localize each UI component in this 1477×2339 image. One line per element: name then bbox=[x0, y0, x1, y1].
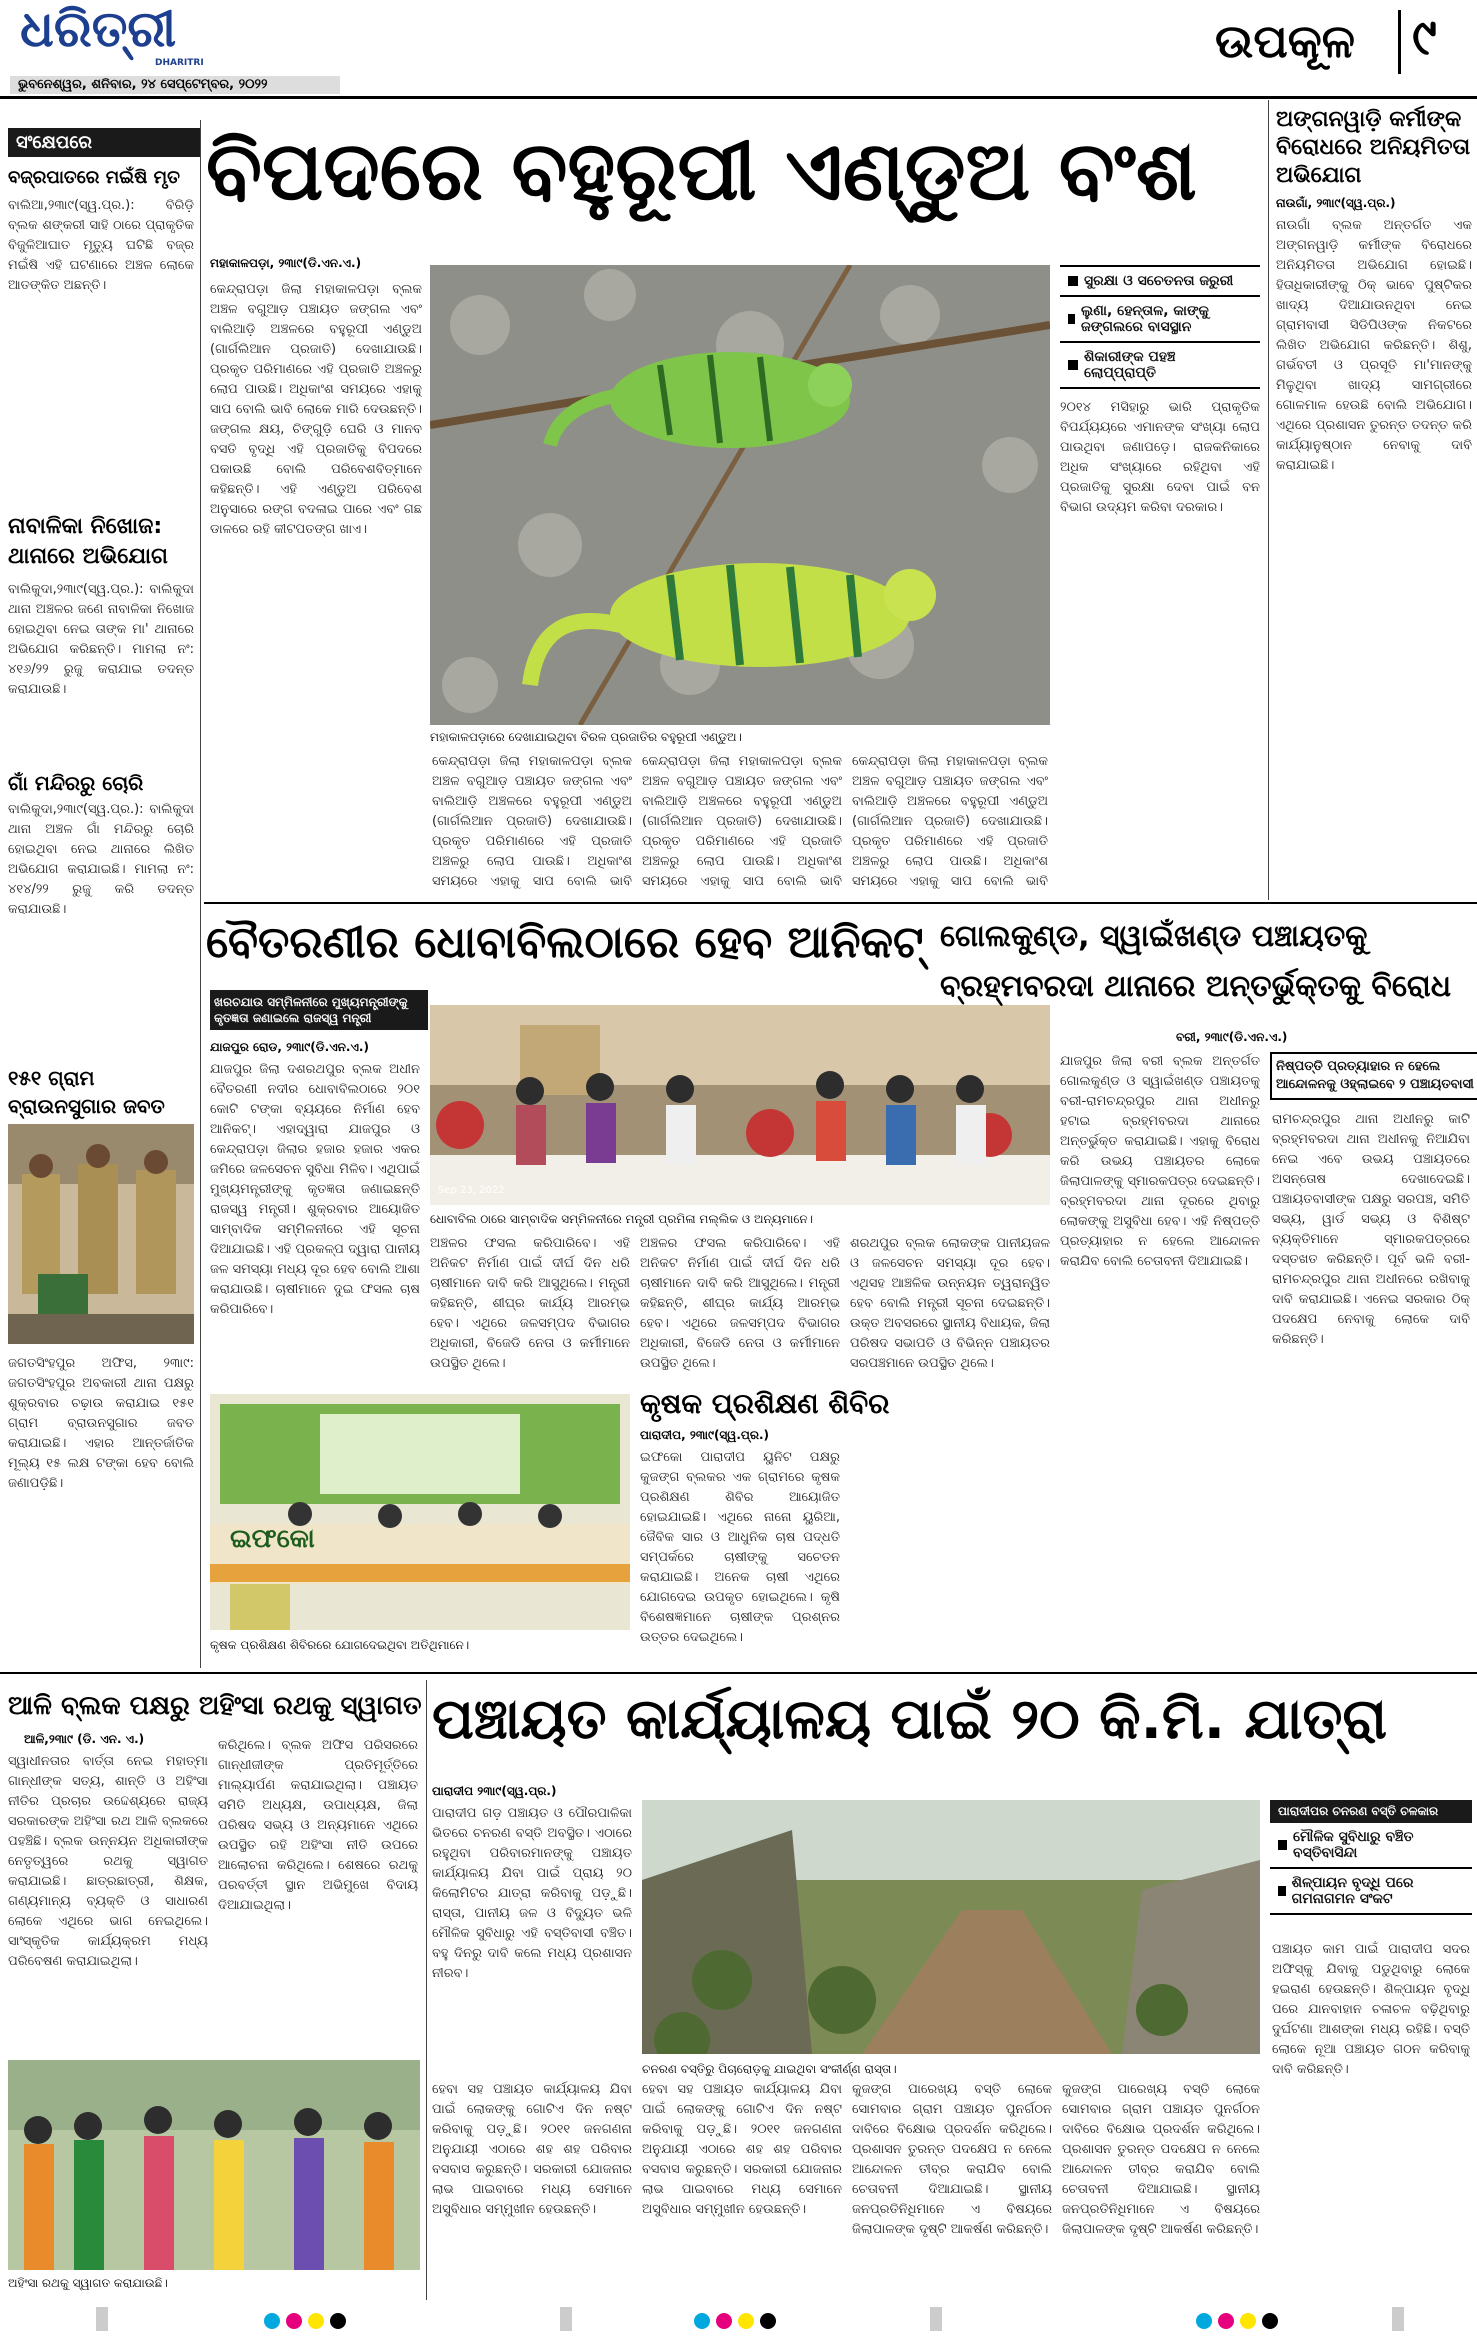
panchayat-sidebar bbox=[1270, 1800, 1472, 1915]
magenta-dot bbox=[286, 2313, 302, 2329]
iffco-banner-text: ଇଫକୋ bbox=[230, 1524, 315, 1554]
bottom-left-divider bbox=[426, 1680, 427, 2300]
story-three-body: ଯାଜପୁର ଜିଲା ବରୀ ବ୍ଲକ ଅନ୍ତର୍ଗତ ଗୋଲକୁଣ୍ଡ ଓ ସ୍ୱାଇଁଖଣ୍ଡ ପଞ୍ଚାୟତକୁ ବରୀ-ରାମଚନ୍ଦ୍ରପୁର ଥାନା ଅଧୀନରୁ ହଟାଇ ବ୍ରହ୍ମବରଦା ଥାନାରେ ଅନ୍ତର୍ଭୁକ୍ତ କରାଯାଇଛି। ଏହାକୁ ବିରୋଧ କରି ଉଭୟ ପଞ୍ଚାୟତର ଲୋକେ ଜିଲାପାଳଙ୍କୁ ସ୍ମାରକପତ୍ର ଦେଇଛନ୍ତି। ବ୍ରହ୍ମବରଦା ଥାନା ଦୂରରେ ଥିବାରୁ ଲୋକଙ୍କୁ ଅସୁବିଧା ହେବ। ଏହି ନିଷ୍ପତ୍ତି ପ୍ରତ୍ୟାହାର ନ ହେଲେ ଆନ୍ଦୋଳନ କରାଯିବ ବୋଲି ଚେତାବନୀ ଦିଆଯାଇଛି। bbox=[1060, 1054, 1260, 1269]
story-three-tag: ନିଷ୍ପତ୍ତି ପ୍ରତ୍ୟାହାର ନ ହେଲେ ଆନ୍ଦୋଳନକୁ ଓହ୍ଲାଇବେ ୨ ପଞ୍ଚାୟତବାସୀ bbox=[1270, 1052, 1477, 1100]
panchayat-photo-caption: ଚନରଣ ବସ୍ତିରୁ ପିଚାରୋଡ଼କୁ ଯାଇଥିବା ସଂକୀର୍ଣ୍ଣ ରାସ୍ତା। bbox=[642, 2062, 897, 2076]
panchayat-headline: ପଞ୍ଚାୟତ କାର୍ଯ୍ୟାଳୟ ପାଇଁ ୨୦ କି.ମି. ଯାତ୍ରା bbox=[432, 1687, 1387, 1752]
panchayat-body-col5: କୁଜଙ୍ଗ ପାରେଖ୍ୟ ବସ୍ତି ଲୋକେ ସୋମବାର ଗ୍ରାମ ପଞ୍ଚାୟତ ପୁନର୍ଗଠନ ଦାବିରେ ବିକ୍ଷୋଭ ପ୍ରଦର୍ଶନ କରିଥିଲେ। ପ୍ରଶାସନ ତୁରନ୍ତ ପଦକ୍ଷେପ ନ ନେଲେ ଆନ୍ଦୋଳନ ତୀବ୍ର କରାଯିବ ବୋଲି ଚେତାବନୀ ଦିଆଯାଇଛି। ସ୍ଥାନୀୟ ଜନପ୍ରତିନିଧିମାନେ ଏ ବିଷୟରେ ଜିଲାପାଳଙ୍କ ଦୃଷ୍ଟି ଆକର୍ଷଣ କରିଛନ୍ତି। bbox=[1062, 2082, 1260, 2237]
masthead bbox=[0, 0, 1477, 98]
lead-sidebar-item: ଲୁଣା, ହେନ୍ତାଳ, କାଙ୍କୁ ଜଙ୍ଗଲରେ ବାସସ୍ଥାନ bbox=[1060, 297, 1260, 343]
training-camp-photo bbox=[210, 1394, 630, 1630]
lead-photo-caption: ମହାକାଳପଡ଼ାରେ ଦେଖାଯାଇଥିବା ବିରଳ ପ୍ରଜାତିର ବହୁରୂପୀ ଏଣ୍ଡୁଅ। bbox=[430, 730, 742, 744]
press-meet-photo bbox=[430, 1005, 1050, 1205]
training-headline: କୃଷକ ପ୍ରଶିକ୍ଷଣ ଶିବିର bbox=[640, 1387, 890, 1420]
brief-3-body: ବାଲିକୁଦା,୨୩ା୯(ସ୍ୱ.ପ୍ର.): ବାଲିକୁଦା ଥାନା ଅଞ୍ଚଳ ଗାଁ ମନ୍ଦିରରୁ ଚୋରି ହୋଇଥିବା ନେଇ ଥାନାରେ ଲିଖିତ ଅଭିଯୋଗ କରାଯାଇଛି। ମାମଲା ନଂ: ୪୧୪/୨୨ ରୁଜୁ କରି ତଦନ୍ତ କରାଯାଉଛି। bbox=[8, 802, 194, 917]
rath-photo-caption: ଅହିଂସା ରଥକୁ ସ୍ୱାଗତ କରାଯାଉଛି। bbox=[8, 2276, 168, 2290]
rath-headline: ଆଳି ବ୍ଲକ ପକ୍ଷରୁ ଅହିଂସା ରଥକୁ ସ୍ୱାଗତ bbox=[8, 1691, 422, 1721]
panchayat-dateline: ପାରାଦୀପ ୨୩ା୯(ସ୍ୱ.ପ୍ର.) bbox=[432, 1784, 557, 1798]
middle-bottom-rule bbox=[0, 1672, 1477, 1674]
lead-body-col3: କେନ୍ଦ୍ରାପଡ଼ା ଜିଲା ମହାକାଳପଡ଼ା ବ୍ଲକ ଅଞ୍ଚଳ ବଗୁଆଡ଼ ପଞ୍ଚାୟତ ଜଙ୍ଗଲ ଏବଂ ବାଲିଆଡ଼ି ଅଞ୍ଚଳରେ ବହୁରୂପୀ ଏଣ୍ଡୁଅ (ଗାର୍ଗଲିଆନ ପ୍ରଜାତି) ଦେଖାଯାଉଛି। ପ୍ରକୃତ ପରିମାଣରେ ଏହି ପ୍ରଜାତି ଅଞ୍ଚଳରୁ ଲୋପ ପାଉଛି। ଅଧିକାଂଶ ସମୟରେ ଏହାକୁ ସାପ ବୋଲି ଭାବି bbox=[642, 754, 842, 889]
photo-date-stamp: Sep 23, 2022 bbox=[438, 1185, 505, 1196]
story-two-body-col1: ଯାଜପୁର ଜିଲା ଦଶରଥପୁର ବ୍ଲକ ଅଧୀନ ବୈତରଣୀ ନଦୀର ଧୋବାବିଲଠାରେ ୨୦୧ କୋଟି ଟଙ୍କା ବ୍ୟୟରେ ନିର୍ମାଣ ହେବ ଆନିକଟ୍‌। ଏହାଦ୍ୱାରା ଯାଜପୁର ଓ କେନ୍ଦ୍ରାପଡ଼ା ଜିଲାର ହଜାର ହଜାର ଏକର ଜମିରେ ଜଳସେଚନ ସୁବିଧା ମିଳିବ। ଏଥିପାଇଁ ମୁଖ୍ୟମନ୍ତ୍ରୀଙ୍କୁ କୃତଜ୍ଞତା ଜଣାଇଛନ୍ତି ରାଜସ୍ୱ ମନ୍ତ୍ରୀ। ଶୁକ୍ରବାର ଆୟୋଜିତ ସାମ୍ବାଦିକ ସମ୍ମିଳନୀରେ ଏହି ସୂଚନା ଦିଆଯାଇଛି। ଏହି ପ୍ରକଳ୍ପ ଦ୍ୱାରା ପାନୀୟ ଜଳ ସମସ୍ୟା ମଧ୍ୟ ଦୂର ହେବ ବୋଲି ଆଶା କରାଯାଉଛି। ଚାଷୀମାନେ ଦୁଇ ଫସଲ ଚାଷ କରିପାରିବେ। bbox=[210, 1062, 420, 1317]
magenta-dot bbox=[1218, 2313, 1234, 2329]
masthead-rule bbox=[0, 96, 1477, 99]
lead-body-col4: କେନ୍ଦ୍ରାପଡ଼ା ଜିଲା ମହାକାଳପଡ଼ା ବ୍ଲକ ଅଞ୍ଚଳ ବଗୁଆଡ଼ ପଞ୍ଚାୟତ ଜଙ୍ଗଲ ଏବଂ ବାଲିଆଡ଼ି ଅଞ୍ଚଳରେ ବହୁରୂପୀ ଏଣ୍ଡୁଅ (ଗାର୍ଗଲିଆନ ପ୍ରଜାତି) ଦେଖାଯାଉଛି। ପ୍ରକୃତ ପରିମାଣରେ ଏହି ପ୍ରଜାତି ଅଞ୍ଚଳରୁ ଲୋପ ପାଉଛି। ଅଧିକାଂଶ ସମୟରେ ଏହାକୁ ସାପ ବୋଲି ଭାବି bbox=[852, 754, 1048, 889]
bullet-icon bbox=[1278, 1840, 1287, 1850]
panchayat-body-col4: କୁଜଙ୍ଗ ପାରେଖ୍ୟ ବସ୍ତି ଲୋକେ ସୋମବାର ଗ୍ରାମ ପଞ୍ଚାୟତ ପୁନର୍ଗଠନ ଦାବିରେ ବିକ୍ଷୋଭ ପ୍ରଦର୍ଶନ କରିଥିଲେ। ପ୍ରଶାସନ ତୁରନ୍ତ ପଦକ୍ଷେପ ନ ନେଲେ ଆନ୍ଦୋଳନ ତୀବ୍ର କରାଯିବ ବୋଲି ଚେତାବନୀ ଦିଆଯାଇଛି। ସ୍ଥାନୀୟ ଜନପ୍ରତିନିଧିମାନେ ଏ ବିଷୟରେ ଜିଲାପାଳଙ୍କ ଦୃଷ୍ଟି ଆକର୍ଷଣ କରିଛନ୍ତି। bbox=[852, 2082, 1052, 2237]
rath-body-col1: ସ୍ୱାଧୀନତାର ବାର୍ତ୍ତା ନେଇ ମହାତ୍ମା ଗାନ୍ଧୀଙ୍କ ସତ୍ୟ, ଶାନ୍ତି ଓ ଅହିଂସା ନୀତିର ପ୍ରଚାର ଉଦ୍ଦେଶ୍ୟରେ ରାଜ୍ୟ ସରକାରଙ୍କ ଅହିଂସା ରଥ ଆଳି ବ୍ଲକରେ ପହଞ୍ଚିଛି। ବ୍ଲକ ଉନ୍ନୟନ ଅଧିକାରୀଙ୍କ ନେତୃତ୍ୱରେ ରଥକୁ ସ୍ୱାଗତ କରାଯାଇଛି। ଛାତ୍ରଛାତ୍ରୀ, ଶିକ୍ଷକ, ଗଣ୍ୟମାନ୍ୟ ବ୍ୟକ୍ତି ଓ ସାଧାରଣ ଲୋକେ ଏଥିରେ ଭାଗ ନେଇଥିଲେ। ସାଂସ୍କୃତିକ କାର୍ଯ୍ୟକ୍ରମ ମଧ୍ୟ ପରିବେଷଣ କରାଯାଇଥିଲା। bbox=[8, 1754, 208, 1969]
right-top-headline: ଅଙ୍ଗନୱାଡ଼ି କର୍ମୀଙ୍କ ବିରୋଧରେ ଅନିୟମିତତା ଅଭିଯୋଗ bbox=[1276, 107, 1471, 188]
story-three-body-col2: ରାମଚନ୍ଦ୍ରପୁର ଥାନା ଅଧୀନରୁ କାଟି ବ୍ରହ୍ମବରଦା ଥାନା ଅଧୀନକୁ ନିଆଯିବା ନେଇ ଏବେ ଉଭୟ ପଞ୍ଚାୟତରେ ଅସନ୍ତୋଷ ଦେଖାଦେଇଛି। ପଞ୍ଚାୟତବାସୀଙ୍କ ପକ୍ଷରୁ ସରପଞ୍ଚ, ସମିତି ସଭ୍ୟ, ୱାର୍ଡ ସଭ୍ୟ ଓ ବିଶିଷ୍ଟ ବ୍ୟକ୍ତିମାନେ ସ୍ମାରକପତ୍ରରେ ଦସ୍ତଖତ କରିଛନ୍ତି। ପୂର୍ବ ଭଳି ବରୀ-ରାମଚନ୍ଦ୍ରପୁର ଥାନା ଅଧୀନରେ ରଖିବାକୁ ଦାବି କରାଯାଇଛି। ଏନେଇ ସରକାର ଠିକ୍‌ ପଦକ୍ଷେପ ନେବାକୁ ଲୋକେ ଦାବି କରିଛନ୍ତି। bbox=[1272, 1112, 1470, 1347]
brief-2-headline: ନାବାଳିକା ନିଖୋଜ: ଥାନାରେ ଅଭିଯୋଗ bbox=[8, 514, 168, 569]
black-dot bbox=[1262, 2313, 1278, 2329]
panchayat-body-col2: ହେବା ସହ ପଞ୍ଚାୟତ କାର୍ଯ୍ୟାଳୟ ଯିବା ପାଇଁ ଲୋକଙ୍କୁ ଗୋଟିଏ ଦିନ ନଷ୍ଟ କରିବାକୁ ପଡ଼ୁଛି। ୨୦୧୧ ଜନଗଣନା ଅନୁଯାୟୀ ଏଠାରେ ଶହ ଶହ ପରିବାର ବସବାସ କରୁଛନ୍ତି। ସରକାରୀ ଯୋଜନାର ଲାଭ ପାଇବାରେ ମଧ୍ୟ ସେମାନେ ଅସୁବିଧାର ସମ୍ମୁଖୀନ ହେଉଛନ୍ତି। bbox=[432, 2082, 632, 2217]
magenta-dot bbox=[716, 2313, 732, 2329]
cyan-dot bbox=[264, 2313, 280, 2329]
story-two-dateline: ଯାଜପୁର ରୋଡ, ୨୩ା୯(ଡି.ଏନ.ଏ.) bbox=[210, 1040, 369, 1054]
rath-welcome-photo bbox=[8, 2060, 420, 2270]
story-two-photo-caption: ଧୋବାବିଲ ଠାରେ ସାମ୍ବାଦିକ ସମ୍ମିଳନୀରେ ମନ୍ତ୍ରୀ ପ୍ରମିଳା ମଲ୍ଲିକ ଓ ଅନ୍ୟମାନେ। bbox=[430, 1212, 814, 1226]
panchayat-body-col1: ପାରାଦୀପ ଗଡ଼ ପଞ୍ଚାୟତ ଓ ପୌରପାଳିକା ଭିତରେ ଚନରଣ ବସ୍ତି ଅବସ୍ଥିତ। ଏଠାରେ ରହୁଥିବା ପରିବାରମାନଙ୍କୁ ପଞ୍ଚାୟତ କାର୍ଯ୍ୟାଳୟ ଯିବା ପାଇଁ ପ୍ରାୟ ୨୦ କିଲୋମିଟର ଯାତ୍ରା କରିବାକୁ ପଡ଼ୁଛି। ରାସ୍ତା, ପାନୀୟ ଜଳ ଓ ବିଦ୍ୟୁତ ଭଳି ମୌଳିକ ସୁବିଧାରୁ ଏହି ବସ୍ତିବାସୀ ବଞ୍ଚିତ। ବହୁ ଦିନରୁ ଦାବି କଲେ ମଧ୍ୟ ପ୍ରଶାସନ ନୀରବ। bbox=[432, 1806, 632, 1981]
bullet-icon bbox=[1068, 314, 1075, 324]
cmyk-marks-center bbox=[694, 2313, 776, 2329]
training-body: ଇଫକୋ ପାରାଦୀପ ୟୁନିଟ ପକ୍ଷରୁ କୁଜଙ୍ଗ ବ୍ଲକର ଏକ ଗ୍ରାମରେ କୃଷକ ପ୍ରଶିକ୍ଷଣ ଶିବିର ଆୟୋଜିତ ହୋଇଯାଇଛି। ଏଥିରେ ନାନୋ ୟୁରିଆ, ଜୈବିକ ସାର ଓ ଆଧୁନିକ ଚାଷ ପଦ୍ଧତି ସମ୍ପର୍କରେ ଚାଷୀଙ୍କୁ ସଚେତନ କରାଯାଇଛି। ଅନେକ ଚାଷୀ ଏଥିରେ ଯୋଗଦେଇ ଉପକୃତ ହୋଇଥିଲେ। କୃଷି ବିଶେଷଜ୍ଞମାନେ ଚାଷୀଙ୍କ ପ୍ରଶ୍ନର ଉତ୍ତର ଦେଇଥିଲେ। bbox=[640, 1450, 840, 1645]
story-two-body-col2: ଅଞ୍ଚଳର ଫସଲ କରିପାରିବେ। ଏହି ଅନିକଟ ନିର୍ମାଣ ପାଇଁ ଦୀର୍ଘ ଦିନ ଧରି ଚାଷୀମାନେ ଦାବି କରି ଆସୁଥିଲେ। ମନ୍ତ୍ରୀ କହିଛନ୍ତି, ଶୀଘ୍ର କାର୍ଯ୍ୟ ଆରମ୍ଭ ହେବ। ଏଥିରେ ଜଳସମ୍ପଦ ବିଭାଗର ଅଧିକାରୀ, ବିଜେଡି ନେତା ଓ କର୍ମୀମାନେ ଉପସ୍ଥିତ ଥିଲେ। bbox=[430, 1236, 630, 1371]
black-dot bbox=[760, 2313, 776, 2329]
bullet-icon bbox=[1068, 360, 1078, 370]
bullet-icon bbox=[1068, 276, 1078, 286]
brief-3-headline: ଗାଁ ମନ୍ଦିରରୁ ଚୋରି bbox=[8, 771, 144, 795]
yellow-dot bbox=[1240, 2313, 1256, 2329]
brief-4-body: ଜଗତସିଂହପୁର ଅଫିସ, ୨୩ା୯: ଜଗତସିଂହପୁର ଅବକାରୀ ଥାନା ପକ୍ଷରୁ ଶୁକ୍ରବାର ଚଢ଼ାଉ କରାଯାଇ ୧୫୧ ଗ୍ରାମ ବ୍ରାଉନସୁଗାର ଜବତ କରାଯାଇଛି। ଏହାର ଆନ୍ତର୍ଜାତିକ ମୂଲ୍ୟ ୧୫ ଲକ୍ଷ ଟଙ୍କା ହେବ ବୋଲି ଜଣାପଡ଼ିଛି। bbox=[8, 1356, 194, 1491]
bullet-icon bbox=[1278, 1886, 1286, 1896]
story-two-body-col3: ଅଞ୍ଚଳର ଫସଲ କରିପାରିବେ। ଏହି ଅନିକଟ ନିର୍ମାଣ ପାଇଁ ଦୀର୍ଘ ଦିନ ଧରି ଚାଷୀମାନେ ଦାବି କରି ଆସୁଥିଲେ। ମନ୍ତ୍ରୀ କହିଛନ୍ତି, ଶୀଘ୍ର କାର୍ଯ୍ୟ ଆରମ୍ଭ ହେବ। ଏଥିରେ ଜଳସମ୍ପଦ ବିଭାଗର ଅଧିକାରୀ, ବିଜେଡି ନେତା ଓ କର୍ମୀମାନେ ଉପସ୍ଥିତ ଥିଲେ। bbox=[640, 1236, 840, 1371]
section-title: ଉପକୂଳ bbox=[1215, 14, 1355, 68]
page-no-divider bbox=[1398, 10, 1401, 74]
panchayat-sidebar-tag: ପାରାଦୀପର ଚନରଣ ବସ୍ତି ଚଳକାର bbox=[1270, 1800, 1472, 1823]
right-column-divider bbox=[1268, 100, 1269, 900]
yellow-dot bbox=[738, 2313, 754, 2329]
lead-bottom-rule bbox=[204, 902, 1477, 904]
rath-body-col2: କରିଥିଲେ। ବ୍ଲକ ଅଫିସ ପରିସରରେ ଗାନ୍ଧୀଜୀଙ୍କ ପ୍ରତିମୂର୍ତ୍ତିରେ ମାଲ୍ୟାର୍ପଣ କରାଯାଇଥିଲା। ପଞ୍ଚାୟତ ସମିତି ଅଧ୍ୟକ୍ଷ, ଉପାଧ୍ୟକ୍ଷ, ଜିଲା ପରିଷଦ ସଭ୍ୟ ଓ ଅନ୍ୟମାନେ ଏଥିରେ ଉପସ୍ଥିତ ରହି ଅହିଂସା ନୀତି ଉପରେ ଆଲୋଚନା କରିଥିଲେ। ଶେଷରେ ରଥକୁ ପରବର୍ତ୍ତୀ ସ୍ଥାନ ଅଭିମୁଖେ ବିଦାୟ ଦିଆଯାଇଥିଲା। bbox=[218, 1738, 418, 1913]
cyan-dot bbox=[1196, 2313, 1212, 2329]
lead-sidebar bbox=[1060, 265, 1260, 389]
panchayat-sidebar-body: ପଞ୍ଚାୟତ କାମ ପାଇଁ ପାରାଦୀପ ସଦର ଅଫିସ୍‌କୁ ଯିବାକୁ ପଡୁଥିବାରୁ ଲୋକେ ହଇରାଣ ହେଉଛନ୍ତି। ଶିଳ୍ପାୟନ ବୃଦ୍ଧି ପରେ ଯାନବାହାନ ଚଳାଚଳ ବଢ଼ିଥିବାରୁ ଦୁର୍ଘଟଣା ଆଶଙ୍କା ମଧ୍ୟ ରହିଛି। ବସ୍ତି ଲୋକେ ନୂଆ ପଞ୍ଚାୟତ ଗଠନ କରିବାକୁ ଦାବି କରିଛନ୍ତି। bbox=[1272, 1942, 1470, 2077]
story-three-headline: ଗୋଲକୁଣ୍ଡ, ସ୍ୱାଇଁଖଣ୍ଡ ପଞ୍ଚାୟତକୁ ବ୍ରହ୍ମବରଦା ଥାନାରେ ଅନ୍ତର୍ଭୁକ୍ତକୁ ବିରୋଧ bbox=[940, 919, 1452, 1004]
story-two-headline: ବୈତରଣୀର ଧୋବାବିଲଠାରେ ହେବ ଆନିକଟ୍‌ bbox=[206, 917, 924, 968]
black-dot bbox=[330, 2313, 346, 2329]
brief-4-headline: ୧୫୧ ଗ୍ରାମ ବ୍ରାଉନସୁଗାର ଜବତ bbox=[8, 1066, 165, 1118]
narrow-road-photo bbox=[642, 1800, 1260, 2054]
cmyk-marks-right bbox=[1196, 2313, 1278, 2329]
cmyk-marks-left bbox=[264, 2313, 346, 2329]
yellow-dot bbox=[308, 2313, 324, 2329]
registration-bar bbox=[560, 2307, 572, 2331]
panchayat-sidebar-item: ଶିଳ୍ପାୟନ ବୃଦ୍ଧି ପରେ ଗମନାଗମନ ସଂକଟ bbox=[1270, 1869, 1472, 1915]
registration-bar bbox=[1392, 2307, 1404, 2331]
rath-dateline: ଆଳି,୨୩ା୯ (ଡି. ଏନ. ଏ.) bbox=[24, 1732, 145, 1746]
cyan-dot bbox=[694, 2313, 710, 2329]
lead-chameleon-photo bbox=[430, 265, 1050, 725]
panchayat-sidebar-item: ମୌଳିକ ସୁବିଧାରୁ ବଞ୍ଚିତ ବସ୍ତିବାସିନ୍ଦା bbox=[1270, 1823, 1472, 1869]
brief-2-body: ବାଲିକୁଦା,୨୩ା୯(ସ୍ୱ.ପ୍ର.): ବାଲିକୁଦା ଥାନା ଅଞ୍ଚଳର ଜଣେ ନାବାଳିକା ନିଖୋଜ ହୋଇଥିବା ନେଇ ତାଙ୍କ ମା' ଥାନାରେ ଅଭିଯୋଗ କରିଛନ୍ତି। ମାମଲା ନଂ: ୪୧୬/୨୨ ରୁଜୁ କରାଯାଇ ତଦନ୍ତ କରାଯାଉଛି। bbox=[8, 582, 194, 697]
logo[interactable]: ଧରିତ୍ରୀ bbox=[20, 0, 177, 58]
brief-1-headline: ବଜ୍ରପାତରେ ମଇଁଷି ମୃତ bbox=[8, 167, 180, 188]
story-two-tag: ଖରଚଯାଉ ସମ୍ମିଳନୀରେ ମୁଖ୍ୟମନ୍ତ୍ରୀଙ୍କୁ କୃତଜ୍ଞତା ଜଣାଇଲେ ରାଜସ୍ୱ ମନ୍ତ୍ରୀ bbox=[210, 990, 428, 1030]
lead-sidebar-item: ଶିକାରୀଙ୍କ ପହଞ୍ଚ ଲୋପ୍‌ପ୍ରାପ୍ତି bbox=[1060, 343, 1260, 389]
right-top-body: ନାଉଗାଁ ବ୍ଲକ ଅନ୍ତର୍ଗତ ଏକ ଅଙ୍ଗନୱାଡ଼ି କର୍ମୀଙ୍କ ବିରୋଧରେ ଅନିୟମିତତା ଅଭିଯୋଗ ହୋଇଛି। ହିତାଧିକାରୀଙ୍କୁ ଠିକ୍‌ ଭାବେ ପୁଷ୍ଟିକର ଖାଦ୍ୟ ଦିଆଯାଉନଥିବା ନେଇ ଗ୍ରାମବାସୀ ସିଡିପିଓଙ୍କ ନିକଟରେ ଲିଖିତ ଅଭିଯୋଗ କରିଛନ୍ତି। ଶିଶୁ, ଗର୍ଭବତୀ ଓ ପ୍ରସୂତି ମା'ମାନଙ୍କୁ ମିଳୁଥିବା ଖାଦ୍ୟ ସାମଗ୍ରୀରେ ଗୋଳମାଳ ହେଉଛି ବୋଲି ଅଭିଯୋଗ। ଏଥିରେ ପ୍ରଶାସନ ତୁରନ୍ତ ତଦନ୍ତ କରି କାର୍ଯ୍ୟାନୁଷ୍ଠାନ ନେବାକୁ ଦାବି କରାଯାଇଛି। bbox=[1276, 218, 1472, 473]
left-column-divider bbox=[200, 120, 201, 1668]
training-photo-caption: କୃଷକ ପ୍ରଶିକ୍ଷଣ ଶିବିରରେ ଯୋଗଦେଇଥିବା ଅତିଥିମାନେ। bbox=[210, 1638, 470, 1652]
lead-dateline: ମହାକାଳପଡ଼ା, ୨୩ା୯(ଡି.ଏନ.ଏ.) bbox=[210, 256, 362, 270]
page-number: ୯ bbox=[1412, 8, 1437, 66]
training-dateline: ପାରାଦୀପ, ୨୩ା୯(ସ୍ୱ.ପ୍ର.) bbox=[640, 1428, 769, 1442]
lead-sidebar-body: ୨୦୧୪ ମସିହାରୁ ଭାରି ପ୍ରାକୃତିକ ବିପର୍ଯ୍ୟୟରେ ଏମାନଙ୍କ ସଂଖ୍ୟା ଲୋପ ପାଉଥିବା ଜଣାପଡ଼େ। ରାଜକନିକାରେ ଅଧିକ ସଂଖ୍ୟାରେ ରହିଥିବା ଏହି ପ୍ରଜାତିକୁ ସୁରକ୍ଷା ଦେବା ପାଇଁ ବନ ବିଭାଗ ଉଦ୍ୟମ କରିବା ଦରକାର। bbox=[1060, 400, 1260, 515]
brief-1-body: ବାଲିଆ,୨୩ା୯(ସ୍ୱ.ପ୍ର.): ବିରିଡ଼ି ବ୍ଲକ ଶଙ୍କରୀ ସାହି ଠାରେ ପ୍ରାକୃତିକ ବିଜୁଳିଆଘାତ ମୃତ୍ୟୁ ଘଟିଛି ବଜ୍ର ମଇଁଷି ଏହି ଘଟଣାରେ ଅଞ୍ଚଳ ଲୋକେ ଆତଙ୍କିତ ଅଛନ୍ତି। bbox=[8, 198, 194, 293]
lead-headline: ବିପଦରେ ବହୁରୂପୀ ଏଣ୍ଡୁଅ ବଂଶ bbox=[206, 124, 1197, 219]
lead-sidebar-item: ସୁରକ୍ଷା ଓ ସଚେତନତା ଜରୁରୀ bbox=[1060, 267, 1260, 297]
registration-bar bbox=[96, 2307, 108, 2331]
panchayat-body-col3: ହେବା ସହ ପଞ୍ଚାୟତ କାର୍ଯ୍ୟାଳୟ ଯିବା ପାଇଁ ଲୋକଙ୍କୁ ଗୋଟିଏ ଦିନ ନଷ୍ଟ କରିବାକୁ ପଡ଼ୁଛି। ୨୦୧୧ ଜନଗଣନା ଅନୁଯାୟୀ ଏଠାରେ ଶହ ଶହ ପରିବାର ବସବାସ କରୁଛନ୍ତି। ସରକାରୀ ଯୋଜନାର ଲାଭ ପାଇବାରେ ମଧ୍ୟ ସେମାନେ ଅସୁବିଧାର ସମ୍ମୁଖୀନ ହେଉଛନ୍ତି। bbox=[642, 2082, 842, 2217]
logo-sub: DHARITRI bbox=[155, 58, 204, 68]
right-top-dateline: ନାଉଗାଁ, ୨୩ା୯(ସ୍ୱ.ପ୍ର.) bbox=[1276, 196, 1396, 210]
police-seizure-photo bbox=[8, 1124, 194, 1344]
lead-body-col1: କେନ୍ଦ୍ରାପଡ଼ା ଜିଲା ମହାକାଳପଡ଼ା ବ୍ଲକ ଅଞ୍ଚଳ ବଗୁଆଡ଼ ପଞ୍ଚାୟତ ଜଙ୍ଗଲ ଏବଂ ବାଲିଆଡ଼ି ଅଞ୍ଚଳରେ ବହୁରୂପୀ ଏଣ୍ଡୁଅ (ଗାର୍ଗଲିଆନ ପ୍ରଜାତି) ଦେଖାଯାଉଛି। ପ୍ରକୃତ ପରିମାଣରେ ଏହି ପ୍ରଜାତି ଅଞ୍ଚଳରୁ ଲୋପ ପାଉଛି। ଅଧିକାଂଶ ସମୟରେ ଏହାକୁ ସାପ ବୋଲି ଭାବି ଲୋକେ ମାରି ଦେଉଛନ୍ତି। ଜଙ୍ଗଲ କ୍ଷୟ, ଚିଙ୍ଗୁଡ଼ି ଘେରି ଓ ମାନବ ବସତି ବୃଦ୍ଧି ଏହି ପ୍ରଜାତିକୁ ବିପଦରେ ପକାଉଛି ବୋଲି ପରିବେଶବିତ୍‌ମାନେ କହିଛନ୍ତି। ଏହି ଏଣ୍ଡୁଅ ପରିବେଶ ଅନୁସାରେ ରଙ୍ଗ ବଦଳାଇ ପାରେ ଏବଂ ଗଛ ଡାଳରେ ରହି କୀଟପତଙ୍ଗ ଖାଏ। bbox=[210, 282, 422, 537]
lead-body-col2: କେନ୍ଦ୍ରାପଡ଼ା ଜିଲା ମହାକାଳପଡ଼ା ବ୍ଲକ ଅଞ୍ଚଳ ବଗୁଆଡ଼ ପଞ୍ଚାୟତ ଜଙ୍ଗଲ ଏବଂ ବାଲିଆଡ଼ି ଅଞ୍ଚଳରେ ବହୁରୂପୀ ଏଣ୍ଡୁଅ (ଗାର୍ଗଲିଆନ ପ୍ରଜାତି) ଦେଖାଯାଉଛି। ପ୍ରକୃତ ପରିମାଣରେ ଏହି ପ୍ରଜାତି ଅଞ୍ଚଳରୁ ଲୋପ ପାଉଛି। ଅଧିକାଂଶ ସମୟରେ ଏହାକୁ ସାପ ବୋଲି ଭାବି bbox=[432, 754, 632, 889]
story-two-body-col4: ଶରଥପୁର ବ୍ଲକ ଲୋକଙ୍କ ପାନୀୟଜଳ ଓ ଜଳସେଚନ ସମସ୍ୟା ଦୂର ହେବ। ଏଥିସହ ଆଞ୍ଚଳିକ ଉନ୍ନୟନ ତ୍ୱରାନ୍ୱିତ ହେବ ବୋଲି ମନ୍ତ୍ରୀ ସୂଚନା ଦେଇଛନ୍ତି। ଉକ୍ତ ଅବସରରେ ସ୍ଥାନୀୟ ବିଧାୟକ, ଜିଲା ପରିଷଦ ସଭାପତି ଓ ବିଭିନ୍ନ ପଞ୍ଚାୟତର ସରପଞ୍ଚମାନେ ଉପସ୍ଥିତ ଥିଲେ। bbox=[850, 1236, 1050, 1371]
registration-bar bbox=[930, 2307, 942, 2331]
dateline: ଭୁବନେଶ୍ୱର, ଶନିବାର, ୨୪ ସେପ୍ଟେମ୍ବର, ୨୦୨୨ bbox=[18, 77, 268, 92]
story-three-dateline: ବରୀ, ୨୩ା୯(ଡି.ଏନ.ଏ.) bbox=[1176, 1030, 1288, 1044]
briefs-tag: ସଂକ୍ଷେପରେ bbox=[8, 128, 200, 157]
